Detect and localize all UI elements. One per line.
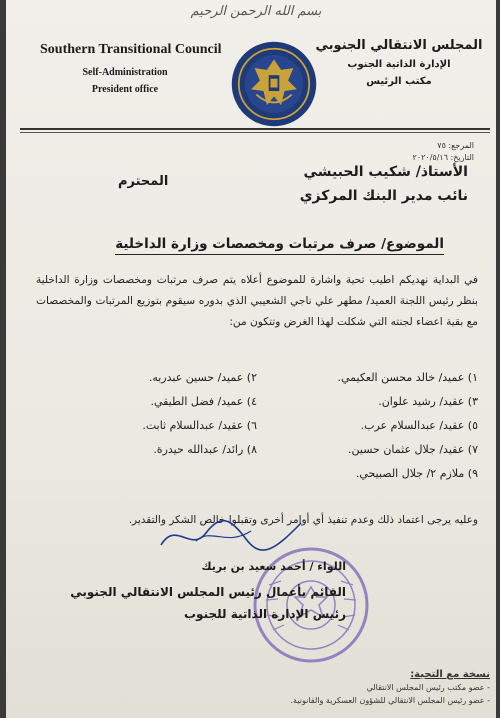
list-row [36,414,478,438]
handwritten-signature [156,515,306,555]
addressee-block [300,164,468,204]
letter-date: التاريخ: ٢٠٢٠/٥/١٦ [412,153,474,162]
copy-recipient: - عضو مكتب رئيس المجلس الانتقالي [366,683,490,692]
office-arabic: مكتب الرئيس [366,76,432,87]
department-arabic: الإدارة الذاتية الجنوب [347,59,451,70]
department-english: Self-Administration [82,67,168,78]
organization-name-english: Southern Transitional Council [40,42,222,57]
list-item: ٣) عقيد/ رشيد علوان. [378,395,478,408]
list-item: ٧) عقيد/ جلال عثمان حسين. [348,443,478,456]
letterhead-english [40,42,222,95]
copy-recipient: - عضو رئيس المجلس الانتقالي للشؤون العسكرية والقانونية. [290,696,490,705]
addressee-honorific: المحترم [118,174,169,189]
list-item [36,462,257,486]
list-item: ٩) ملازم ٢/ جلال الصبيحي. [355,467,478,480]
reference-number: المرجع: ٧٥ [437,141,474,150]
list-row [36,438,478,462]
header-divider [20,128,490,130]
header-divider-thin [20,132,490,133]
addressee-title: نائب مدير البنك المركزي [299,188,468,204]
list-row [36,390,478,414]
signatory-position-secondary: رئيس الإدارة الذاتية للجنوب [184,607,346,621]
list-item: ٦) عقيد/ عبدالسلام ثابت. [142,419,257,432]
council-emblem-logo [230,40,318,128]
list-row [36,366,478,390]
list-item: ١) عميد/ خالد محسن العكيمي. [337,371,478,384]
list-item: ٢) عميد/ حسين عبدربه. [148,371,257,384]
organization-name-arabic: المجلس الانتقالي الجنوبي [315,38,483,53]
office-english: President office [91,84,159,95]
signature-block [70,560,346,621]
list-item: ٥) عقيد/ عبدالسلام عرب. [360,419,478,432]
copy-to-block [190,668,490,707]
letter-body: في البداية نهديكم اطيب تحية واشارة للموضوع أعلاه يتم صرف مرتبات ومخصصات وزارة الداخلية بنظر رئيس اللجنة العميد/ مطهر علي ناجي الشعيبي الذي بدوره سيقوم بتوزيع المرتبات والمخصصات مع بقية اعضاء لجنته التي شكلت لهذا الغرض وتتكون من: [36,274,478,328]
list-row [36,462,478,486]
addressee-name: الأستاذ/ شكيب الحبيشي [303,164,468,180]
copy-to-title: نسخة مع التحية: [410,669,490,680]
reference-block [413,140,474,164]
committee-members-list [36,366,478,486]
signatory-name: اللواء / أحمد سعيد بن بريك [201,560,346,573]
document-page [6,0,496,718]
letter-subject: الموضوع/ صرف مرتبات ومخصصات وزارة الداخلية [115,236,444,255]
signatory-position: القائم بأعمال رئيس المجلس الانتقالي الجنوبي [70,585,346,599]
letterhead-arabic [314,38,484,87]
list-item: ٨) رائد/ عبدالله حيدرة. [153,443,257,456]
closing-paragraph: وعليه يرجى اعتماد ذلك وعدم تنفيذ أي أوامر أخرى وتقبلوا خالص الشكر والتقدير. [128,514,478,526]
bismillah-header: بسم الله الرحمن الرحيم [190,4,322,19]
list-item: ٤) عميد/ فضل الطيقي. [150,395,257,408]
